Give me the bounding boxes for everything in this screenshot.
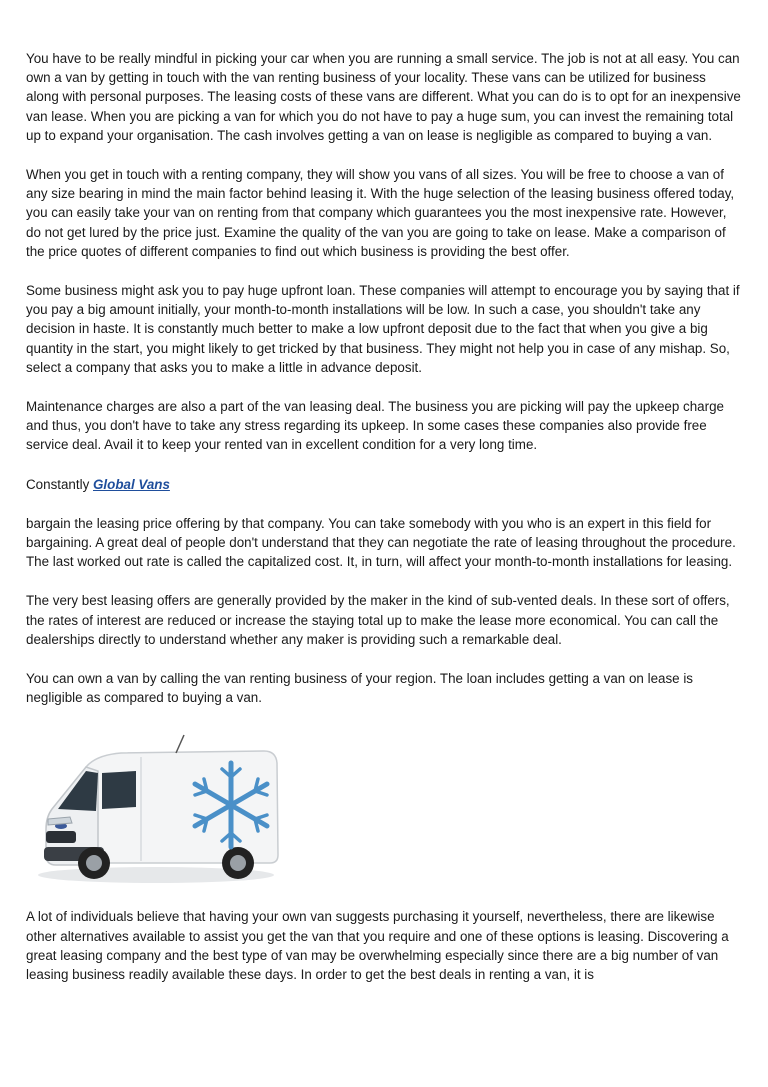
closing-paragraph: A lot of individuals believe that having your own van suggests purchasing it yourself, nevertheless, there are likewise other alternatives available to assist you get the van that you require and one of these options is leasing. Discovering a great leasing company and the best type of van may be overwhelming especially since there are a big number of van leasing business readily available these days. In order to get the best deals in renting a van, it is [26, 909, 729, 983]
van-illustration [26, 727, 286, 887]
van-headlight [48, 817, 72, 825]
document-page [26, 49, 742, 984]
link-paragraph [26, 475, 742, 494]
link-prefix: Constantly [26, 476, 90, 492]
paragraph-1: You have to be really mindful in picking your car when you are running a small service. The job is not at all easy. You can own a van by getting in touch with the van renting business of your locality. These vans can be utilized for business along with personal purposes. The leasing costs of these vans are different. What you can do is to opt for an inexpensive van lease. When you are picking a van for which you do not have to pay a huge sum, you can invest the remaining total up to expand your organisation. The cash involves getting a van on lease is negligible as compared to buying a van. [26, 51, 741, 143]
van-front-hub [86, 855, 102, 871]
paragraph-3: Some business might ask you to pay huge upfront loan. These companies will attempt to encourage you by saying that if you pay a big amount initially, your month-to-month installations will be low. In such a case, you shouldn't take any decision in haste. It is constantly much better to make a low upfront deposit due to the fact that when you give a big quantity in the start, you might likely to get tricked by that business. They might not help you in case of any mishap. So, select a company that asks you to make a little in advance deposit. [26, 283, 740, 375]
paragraph-7: You can own a van by calling the van renting business of your region. The loan includes getting a van on lease is negligible as compared to buying a van. [26, 671, 693, 706]
van-grille [46, 831, 76, 843]
van-image [26, 727, 286, 887]
paragraph-4: Maintenance charges are also a part of the van leasing deal. The business you are picking will pay the upkeep charge and thus, you don't have to take any stress regarding its upkeep. In some cases these companies also provide free service deal. Avail it to keep your rented van in excellent condition for a very long time. [26, 399, 724, 453]
van-rear-hub [230, 855, 246, 871]
paragraph-6: The very best leasing offers are generally provided by the maker in the kind of sub-vented deals. In these sort of offers, the rates of interest are reduced or increase the staying total up to make the lease more economical. You can call the dealerships directly to understand whether any maker is providing such a remarkable deal. [26, 593, 730, 647]
global-vans-link[interactable]: Global Vans [93, 476, 170, 492]
van-side-window [102, 771, 136, 809]
paragraph-5: bargain the leasing price offering by that company. You can take somebody with you who is an expert in this field for bargaining. A great deal of people don't understand that they can negotiate the rate of leasing throughout the procedure. The last worked out rate is called the capitalized cost. It, in turn, will affect your month-to-month installations for leasing. [26, 515, 736, 570]
van-antenna [176, 735, 184, 753]
paragraph-2: When you get in touch with a renting company, they will show you vans of all sizes. You will be free to choose a van of any size bearing in mind the main factor behind leasing it. With the huge selection of the leasing business offered today, you can easily take your van on renting from that company which guarantees you the most inexpensive rate. However, do not get lured by the price just. Examine the quality of the van you are going to take on lease. Make a comparison of the price quotes of different companies to find out which business is providing the best offer. [26, 167, 735, 259]
